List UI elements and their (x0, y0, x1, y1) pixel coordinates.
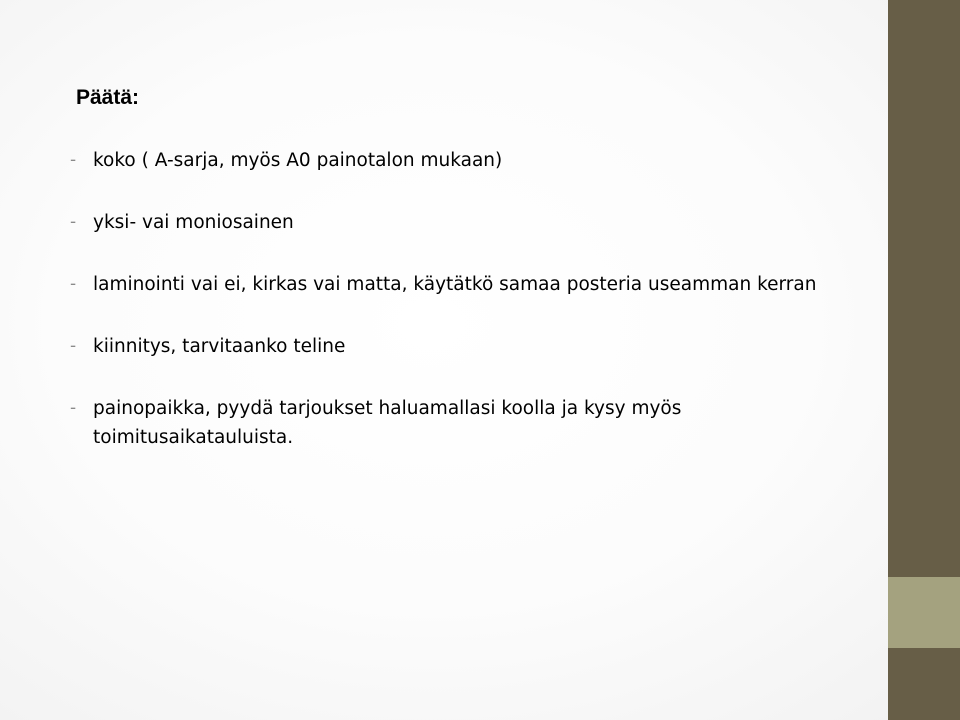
bullet-dash-icon: - (70, 212, 77, 232)
bullet-text: painopaikka, pyydä tarjoukset haluamallasi koolla ja kysy myös toimitusaikatauluista. (93, 398, 682, 448)
bullet-text: yksi- vai moniosainen (93, 212, 294, 233)
bullet-item-lamination (68, 270, 858, 299)
slide-title: Päätä: (76, 86, 140, 109)
decorative-sidebar (888, 0, 960, 720)
bullet-dash-icon: - (70, 398, 77, 418)
bullet-text: koko ( A-sarja, myös A0 painotalon mukaan) (93, 150, 503, 171)
bullet-dash-icon: - (70, 150, 77, 170)
sidebar-accent-block (888, 577, 960, 648)
bullet-dash-icon: - (70, 336, 77, 356)
bullet-list (68, 146, 858, 485)
bullet-dash-icon: - (70, 274, 77, 294)
bullet-item-printer (68, 394, 858, 452)
bullet-item-mounting (68, 332, 858, 361)
bullet-text: laminointi vai ei, kirkas vai matta, käytätkö samaa posteria useamman kerran (93, 274, 817, 295)
bullet-item-size (68, 146, 858, 175)
bullet-item-parts (68, 208, 858, 237)
bullet-text: kiinnitys, tarvitaanko teline (93, 336, 346, 357)
